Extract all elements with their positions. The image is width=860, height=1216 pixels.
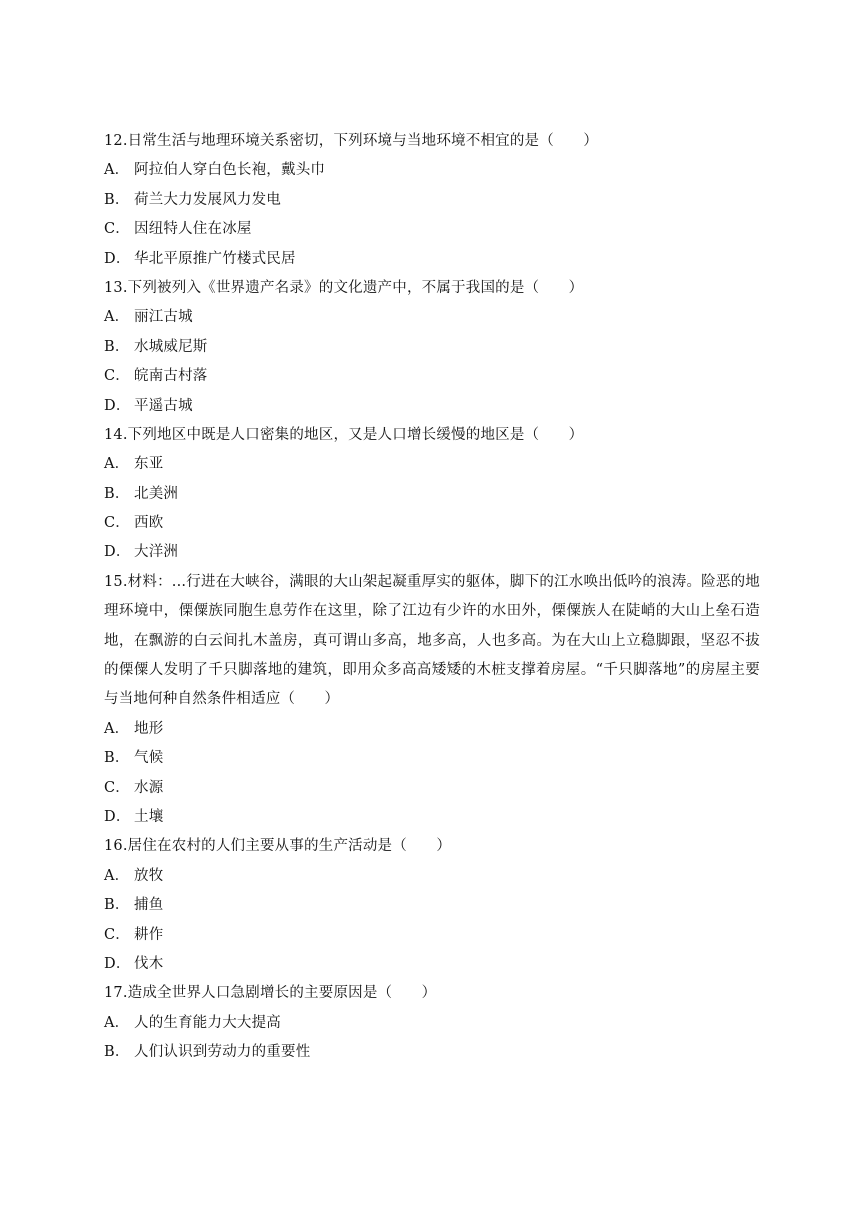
option-text: 华北平原推广竹楼式民居 [134,250,296,267]
option-letter: B． [104,750,130,767]
option-text: 人们认识到劳动力的重要性 [134,1044,311,1061]
option-text: 地形 [134,720,164,737]
option-letter: B． [104,338,130,355]
question-stem: 17.造成全世界人口急剧增长的主要原因是（ ） [104,985,437,1002]
option-text: 平遥古城 [134,397,193,414]
option-a [104,303,760,332]
option-letter: C． [104,221,130,238]
option-letter: A． [104,867,130,884]
option-letter: C． [104,368,130,385]
option-a [104,715,760,744]
option-letter: B． [104,485,130,502]
option-text: 土壤 [134,809,164,826]
option-letter: A． [104,1014,130,1031]
option-b [104,333,760,362]
question-13 [104,274,760,421]
option-c [104,774,760,803]
option-text: 皖南古村落 [134,368,208,385]
option-c [104,509,760,538]
option-text: 因纽特人住在冰屋 [134,221,252,238]
option-b [104,186,760,215]
option-d [104,538,760,567]
question-15 [104,568,760,833]
option-c [104,921,760,950]
option-a [104,156,760,185]
option-a [104,1009,760,1038]
option-letter: C． [104,926,130,943]
question-stem: 12.日常生活与地理环境关系密切，下列环境与当地环境不相宜的是（ ） [104,133,599,149]
option-letter: C． [104,779,130,796]
question-17 [104,979,760,1067]
option-b [104,891,760,920]
option-text: 伐木 [134,956,164,973]
option-b [104,1038,760,1067]
option-letter: B． [104,897,130,914]
option-text: 放牧 [134,867,164,884]
option-text: 荷兰大力发展风力发电 [134,191,281,208]
option-a [104,450,760,479]
option-text: 大洋洲 [134,544,179,561]
option-letter: A． [104,309,130,326]
option-b [104,744,760,773]
option-text: 耕作 [134,926,164,943]
option-letter: D． [104,397,131,414]
option-text: 人的生育能力大大提高 [134,1014,281,1031]
option-d [104,803,760,832]
question-list [104,127,760,1068]
option-letter: A． [104,162,130,179]
question-16 [104,832,760,979]
option-letter: A． [104,456,130,473]
option-d [104,245,760,274]
option-letter: A． [104,720,130,737]
option-text: 西欧 [134,515,164,532]
option-letter: D． [104,809,131,826]
question-12 [104,127,760,274]
option-text: 北美洲 [134,485,179,502]
option-text: 阿拉伯人穿白色长袍，戴头巾 [134,162,326,179]
question-stem: 13.下列被列入《世界遗产名录》的文化遗产中，不属于我国的是（ ） [104,279,584,296]
option-text: 东亚 [134,456,164,473]
option-letter: B． [104,191,130,208]
option-c [104,362,760,391]
option-letter: B． [104,1044,130,1061]
option-text: 丽江古城 [134,309,193,326]
question-14 [104,421,760,568]
question-stem: 16.居住在农村的人们主要从事的生产活动是（ ） [104,838,452,855]
option-text: 水城威尼斯 [134,338,208,355]
option-letter: D． [104,250,131,267]
question-stem: 14.下列地区中既是人口密集的地区，又是人口增长缓慢的地区是（ ） [104,426,584,443]
option-text: 气候 [134,750,164,767]
option-b [104,480,760,509]
option-c [104,215,760,244]
option-text: 水源 [134,779,164,796]
option-d [104,950,760,979]
option-a [104,862,760,891]
option-letter: D． [104,956,131,973]
option-letter: C． [104,515,130,532]
option-text: 捕鱼 [134,897,164,914]
option-d [104,392,760,421]
question-stem: 15.材料：...行进在大峡谷，满眼的大山架起凝重厚实的躯体，脚下的江水唤出低吟的浪涛。险恶的地理环境中，傈僳族同胞生息劳作在这里，除了江边有少许的水田外，傈僳族人在陡峭的大山上垒石造地，在飘游的白云间扎木盖房，真可谓山多高，地多高，人也多高。为在大山上立稳脚跟，坚忍不拔的傈僳人发明了千只脚落地的建筑，即用众多高高矮矮的木桩支撑着房屋。“千只脚落地”的房屋主要与当地何种自然条件相适应（ ） [104,573,760,708]
option-letter: D． [104,544,131,561]
